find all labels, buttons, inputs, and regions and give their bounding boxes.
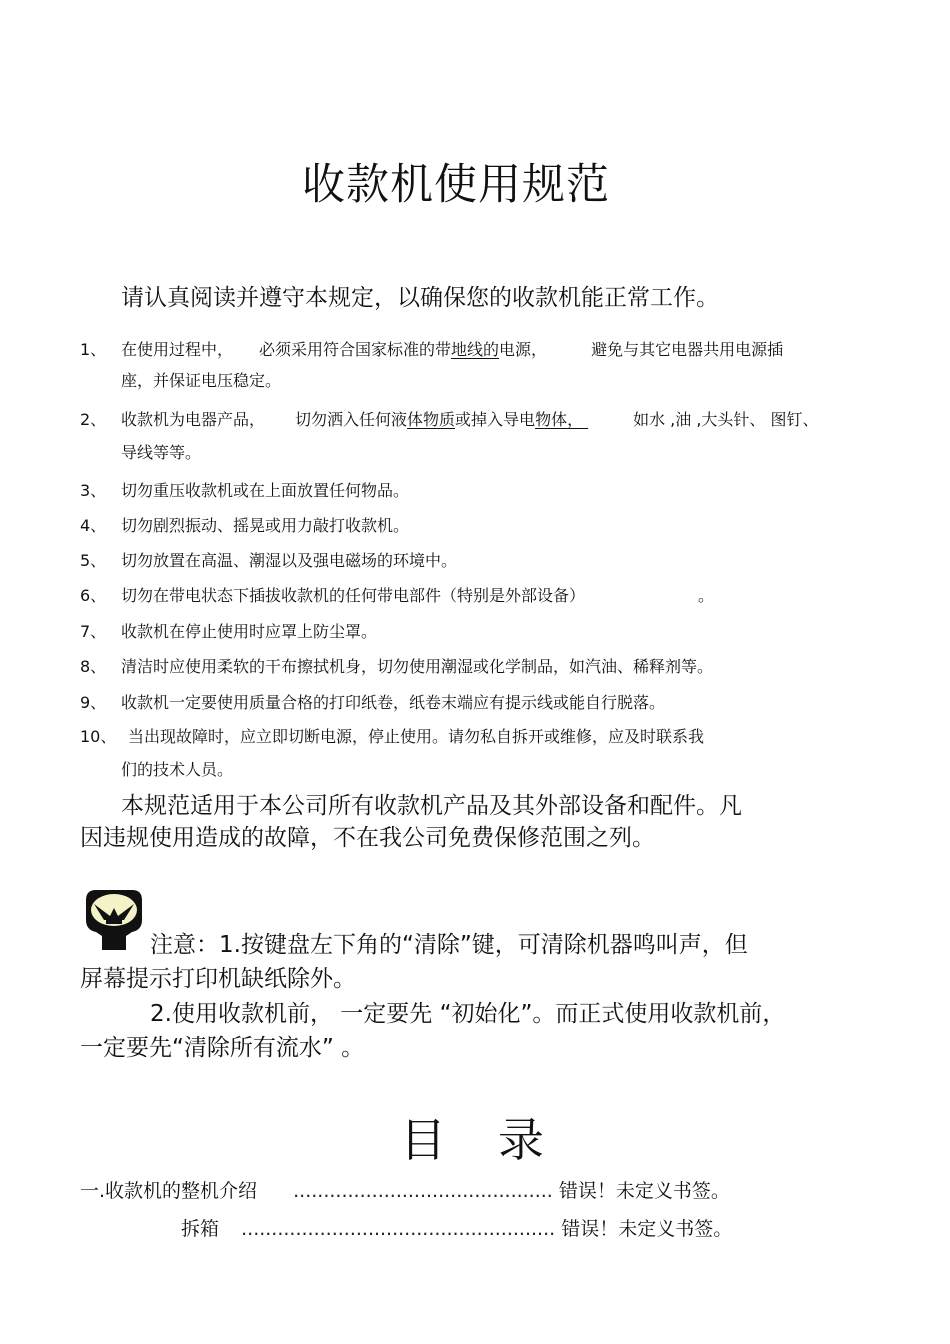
note-block — [80, 928, 880, 1065]
scope-line-2: 因违规使用造成的故障，不在我公司免费保修范围之列。 — [80, 825, 655, 851]
rule-text: 切勿放置在高温、潮湿以及强电磁场的环境中。 — [121, 551, 458, 570]
toc-leader-dots: .................................................... — [241, 1218, 556, 1240]
toc-leader-dots: ........................................... — [293, 1180, 553, 1202]
rule-text-continued: 们的技术人员。 — [121, 760, 234, 779]
toc-entry-ref: 错误！未定义书签。 — [558, 1180, 730, 1202]
rule-text-tail: 。 — [698, 586, 715, 605]
rule-number: 3、 — [80, 481, 107, 500]
scope-line-1: 本规范适用于本公司所有收款机产品及其外部设备和配件。凡 — [121, 793, 742, 819]
note-line-1: 注意：1.按键盘左下角的“清除”键，可清除机器鸣叫声，但 — [150, 932, 748, 958]
rule-text: 清洁时应使用柔软的干布擦拭机身，切勿使用潮湿或化学制品，如汽油、稀释剂等。 — [121, 657, 714, 676]
rule-text: 在使用过程中， 必须采用符合国家标准的带地线的电源， 避免与其它电器共用电源插 — [121, 340, 784, 359]
rule-text: 收款机在停止使用时应罩上防尘罩。 — [121, 622, 378, 641]
rule-number: 7、 — [80, 622, 107, 641]
note-line-2: 屏幕提示打印机缺纸除外。 — [80, 966, 356, 992]
rule-text-continued: 导线等等。 — [121, 443, 202, 462]
intro-paragraph: 请认真阅读并遵守本规定，以确保您的收款机能正常工作。 — [121, 285, 719, 311]
note-line-3: 2.使用收款机前， 一定要先 “初始化”。而正式使用收款机前， — [150, 1001, 786, 1027]
toc-title: 目录 — [400, 1113, 596, 1167]
scope-paragraph — [80, 790, 860, 854]
rule-text: 切勿重压收款机或在上面放置任何物品。 — [121, 481, 410, 500]
note-line-4: 一定要先“清除所有流水” 。 — [80, 1035, 365, 1061]
rule-number: 8、 — [80, 657, 107, 676]
page-title: 收款机使用规范 — [302, 160, 610, 210]
rule-text: 收款机为电器产品， 切勿洒入任何液体物质或掉入导电物体， 如水 ,油 ,大头针、 图钉、 — [121, 410, 819, 429]
toc-entry-label: 拆箱 — [181, 1218, 220, 1240]
rule-number: 2、 — [80, 410, 107, 429]
toc-entry[interactable] — [80, 1178, 730, 1204]
rule-text: 收款机一定要使用质量合格的打印纸卷，纸卷末端应有提示线或能自行脱落。 — [121, 693, 666, 712]
rule-number: 10、 — [80, 727, 117, 746]
rule-text-continued: 座，并保证电压稳定。 — [121, 371, 282, 390]
rule-text: 切勿在带电状态下插拔收款机的任何带电部件（特别是外部设备） — [121, 586, 586, 605]
toc-entry[interactable] — [181, 1216, 732, 1242]
rule-text: 切勿剧烈振动、摇晃或用力敲打收款机。 — [121, 516, 410, 535]
toc-entry-label: 一.收款机的整机介绍 — [80, 1180, 258, 1202]
rule-number: 5、 — [80, 551, 107, 570]
toc-entry-ref: 错误！未定义书签。 — [561, 1218, 733, 1240]
rule-number: 1、 — [80, 340, 107, 359]
rule-number: 9、 — [80, 693, 107, 712]
rule-text: 当出现故障时，应立即切断电源，停止使用。请勿私自拆开或维修，应及时联系我 — [128, 727, 705, 746]
rule-number: 4、 — [80, 516, 107, 535]
rule-number: 6、 — [80, 586, 107, 605]
